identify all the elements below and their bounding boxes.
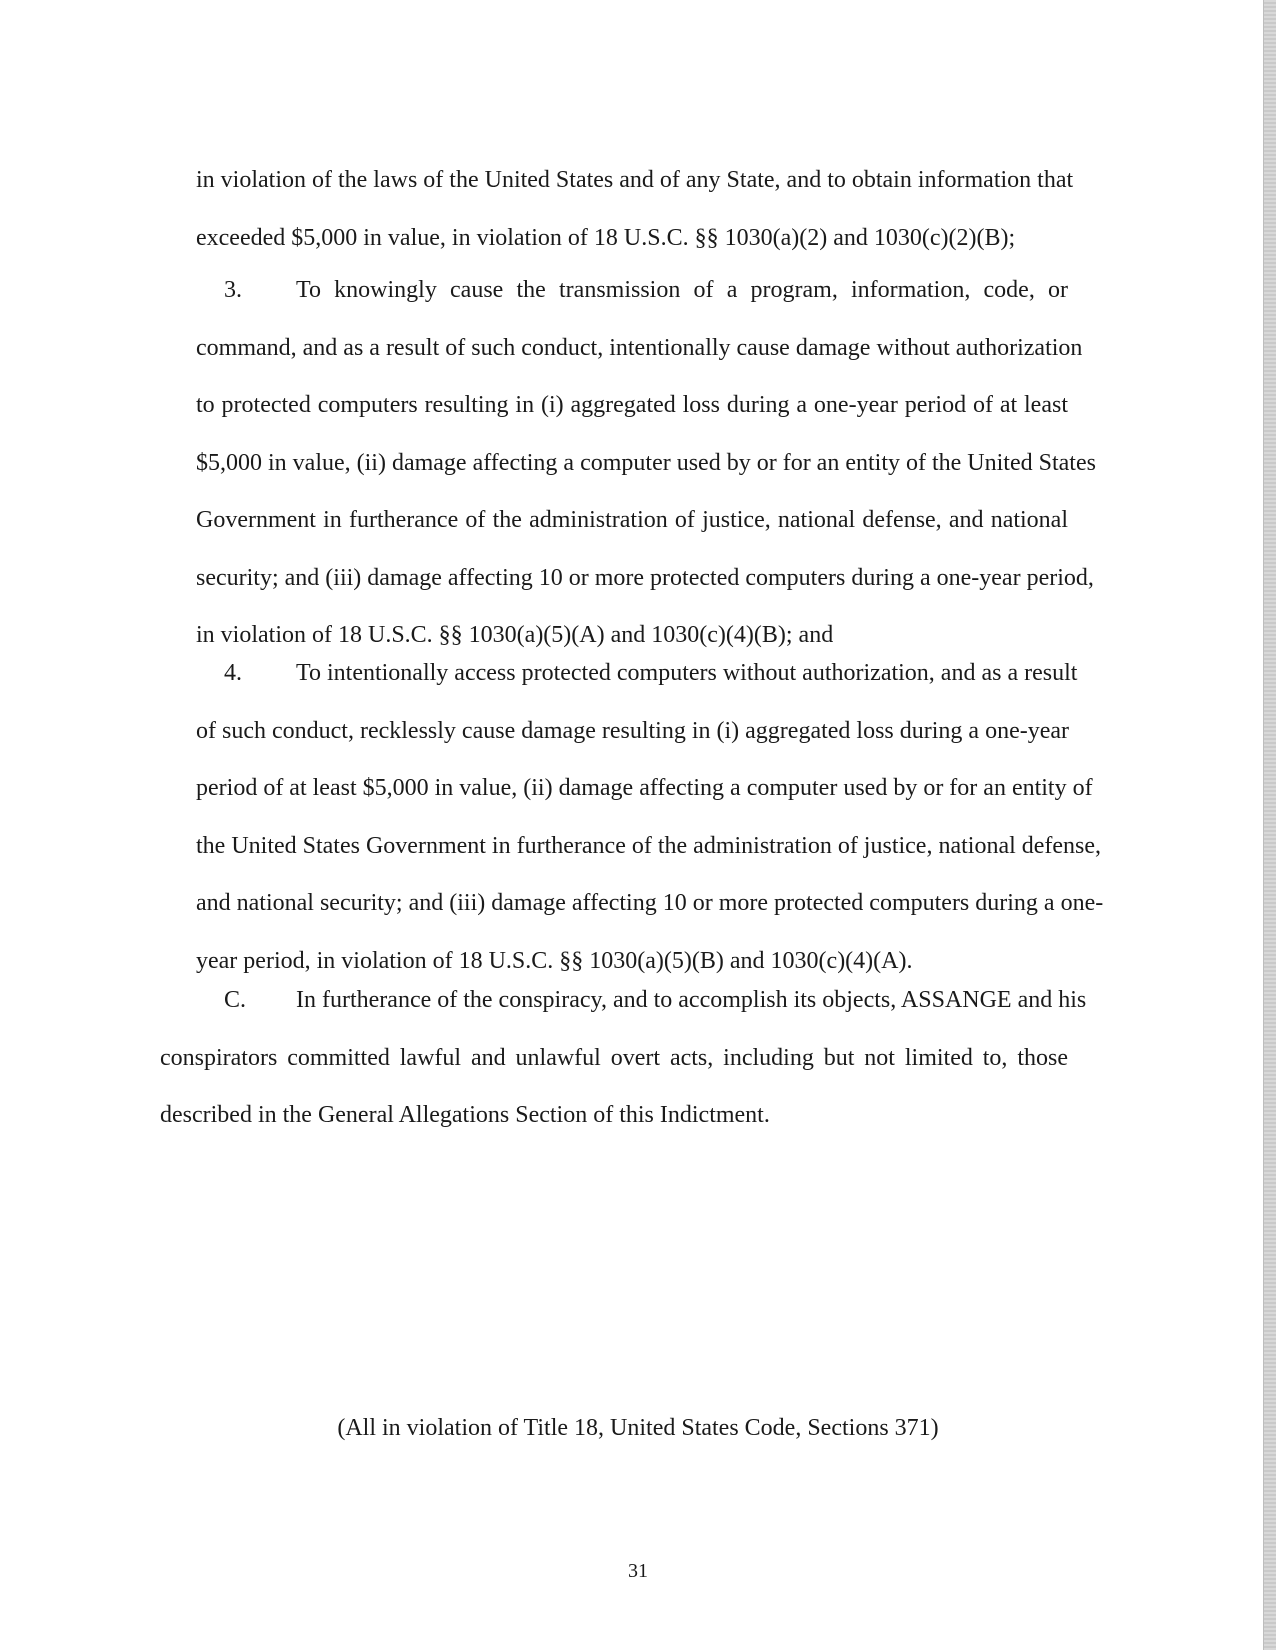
text-line: security; and (iii) damage affecting 10 or more protected computers during a one-year period, bbox=[196, 564, 1094, 591]
text-line: and national security; and (iii) damage affecting 10 or more protected computers during a one- bbox=[196, 890, 1104, 916]
text-line: To knowingly cause the transmission of a program, information, code, or bbox=[296, 277, 1068, 303]
text-line: in violation of 18 U.S.C. §§ 1030(a)(5)(A) and 1030(c)(4)(B); and bbox=[196, 622, 834, 648]
text-line: in violation of the laws of the United States and of any State, and to obtain information that bbox=[196, 167, 1074, 193]
item-3-first-line bbox=[196, 262, 1068, 320]
text-line: Government in furtherance of the administration of justice, national defense, and national bbox=[196, 507, 1068, 533]
text-line: year period, in violation of 18 U.S.C. §§ 1030(a)(5)(B) and 1030(c)(4)(A). bbox=[196, 947, 913, 974]
page-number: 31 bbox=[628, 1560, 648, 1582]
text-line: to protected computers resulting in (i) aggregated loss during a one-year period of at least bbox=[196, 392, 1068, 418]
text-line: exceeded $5,000 in value, in violation of 18 U.S.C. §§ 1030(a)(2) and 1030(c)(2)(B); bbox=[196, 224, 1016, 251]
text-line: $5,000 in value, (ii) damage affecting a computer used by or for an entity of the United States bbox=[196, 449, 1096, 476]
text-line: period of at least $5,000 in value, (ii) damage affecting a computer used by or for an entity of bbox=[196, 775, 1093, 801]
item-3 bbox=[196, 262, 1096, 665]
text-line: To intentionally access protected computers without authorization, and as a result bbox=[296, 660, 1078, 686]
text-line: of such conduct, recklessly cause damage resulting in (i) aggregated loss during a one-year bbox=[196, 717, 1070, 744]
item-4 bbox=[196, 645, 1104, 990]
item-number: 3. bbox=[224, 277, 242, 303]
text-line: the United States Government in furtherance of the administration of justice, national defense, bbox=[196, 832, 1102, 859]
item-c bbox=[160, 972, 1087, 1145]
item-number: 4. bbox=[224, 660, 242, 686]
item-2-continuation bbox=[196, 152, 1074, 267]
text-line: described in the General Allegations Section of this Indictment. bbox=[160, 1102, 770, 1128]
text-line: In furtherance of the conspiracy, and to accomplish its objects, ASSANGE and his bbox=[296, 987, 1087, 1013]
text-line: conspirators committed lawful and unlawful overt acts, including but not limited to, those bbox=[160, 1044, 1068, 1071]
item-4-first-line bbox=[196, 645, 1078, 703]
scan-edge-artifact bbox=[1263, 0, 1276, 1650]
item-c-first-line bbox=[160, 972, 1087, 1030]
item-letter: C. bbox=[224, 987, 247, 1013]
statutory-citation-note: (All in violation of Title 18, United States Code, Sections 371) bbox=[337, 1415, 939, 1441]
text-line: command, and as a result of such conduct, intentionally cause damage without authorization bbox=[196, 334, 1083, 361]
